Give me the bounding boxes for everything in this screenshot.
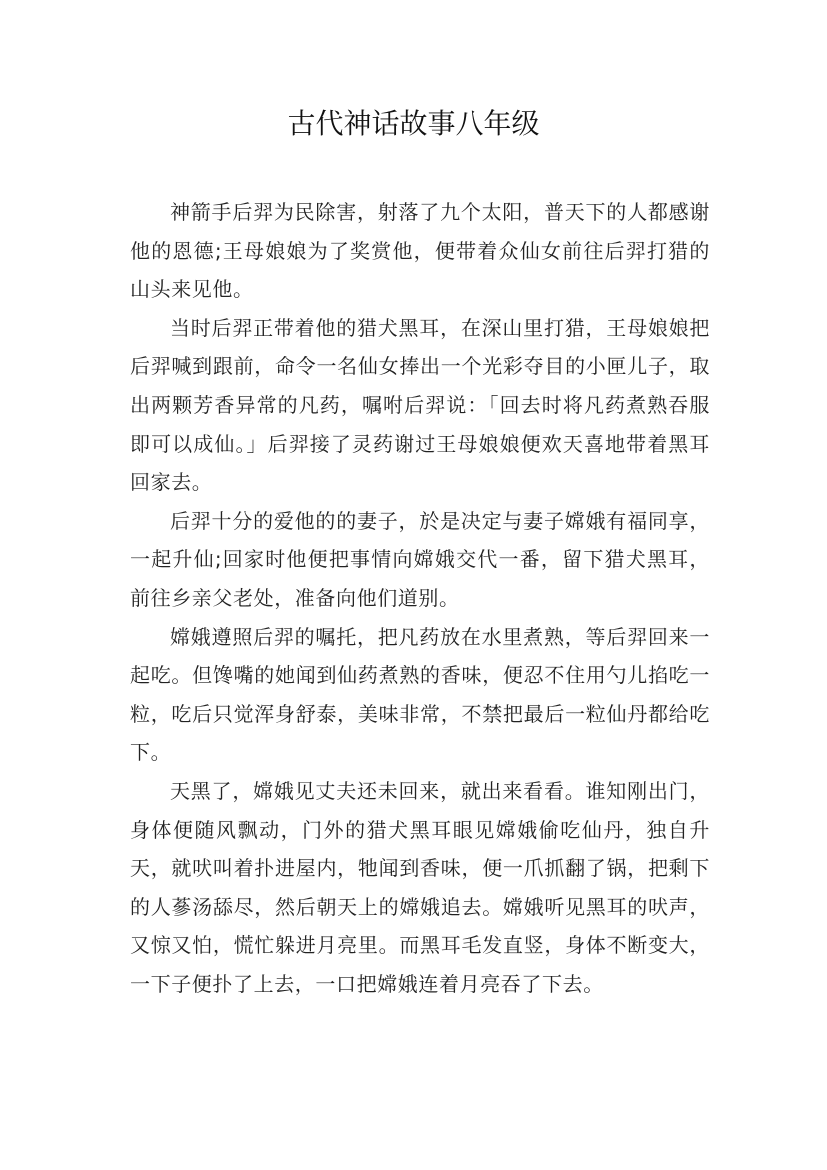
document-title: 古代神话故事八年级: [287, 107, 540, 140]
paragraph-4: 嫦娥遵照后羿的嘱托，把凡药放在水里煮熟，等后羿回来一起吃。但馋嘴的她闻到仙药煮熟的香味，便忍不住用勺儿掐吃一粒，吃后只觉浑身舒泰，美味非常，不禁把最后一粒仙丹都给吃下。: [130, 624, 710, 765]
paragraph-1: 神箭手后羿为民除害，射落了九个太阳，普天下的人都感谢他的恩德;王母娘娘为了奖赏他，便带着众仙女前往后羿打猎的山头来见他。: [130, 200, 710, 302]
document-body: [130, 193, 710, 1003]
paragraph-3: 后羿十分的爱他的的妻子，於是决定与妻子嫦娥有福同享，一起升仙;回家时他便把事情向嫦娥交代一番，留下猎犬黑耳，前往乡亲父老处，准备向他们道别。: [130, 508, 710, 610]
paragraph-2: 当时后羿正带着他的猎犬黑耳，在深山里打猎，王母娘娘把后羿喊到跟前，命令一名仙女捧出一个光彩夺目的小匣儿子，取出两颗芳香异常的凡药，嘱咐后羿说：「回去时将凡药煮熟吞服即可以成仙。」后羿接了灵药谢过王母娘娘便欢天喜地带着黑耳回家去。: [130, 315, 710, 495]
paragraph-5: 天黑了，嫦娥见丈夫还未回来，就出来看看。谁知刚出门，身体便随风飘动，门外的猎犬黑耳眼见嫦娥偷吃仙丹，独自升天，就吠叫着扑进屋内，牠闻到香味，便一爪抓翻了锅，把剩下的人蔘汤舔尽，然后朝天上的嫦娥追去。嫦娥听见黑耳的吠声，又惊又怕，慌忙躲进月亮里。而黑耳毛发直竖，身体不断变大，一下子便扑了上去，一口把嫦娥连着月亮吞了下去。: [130, 778, 710, 996]
